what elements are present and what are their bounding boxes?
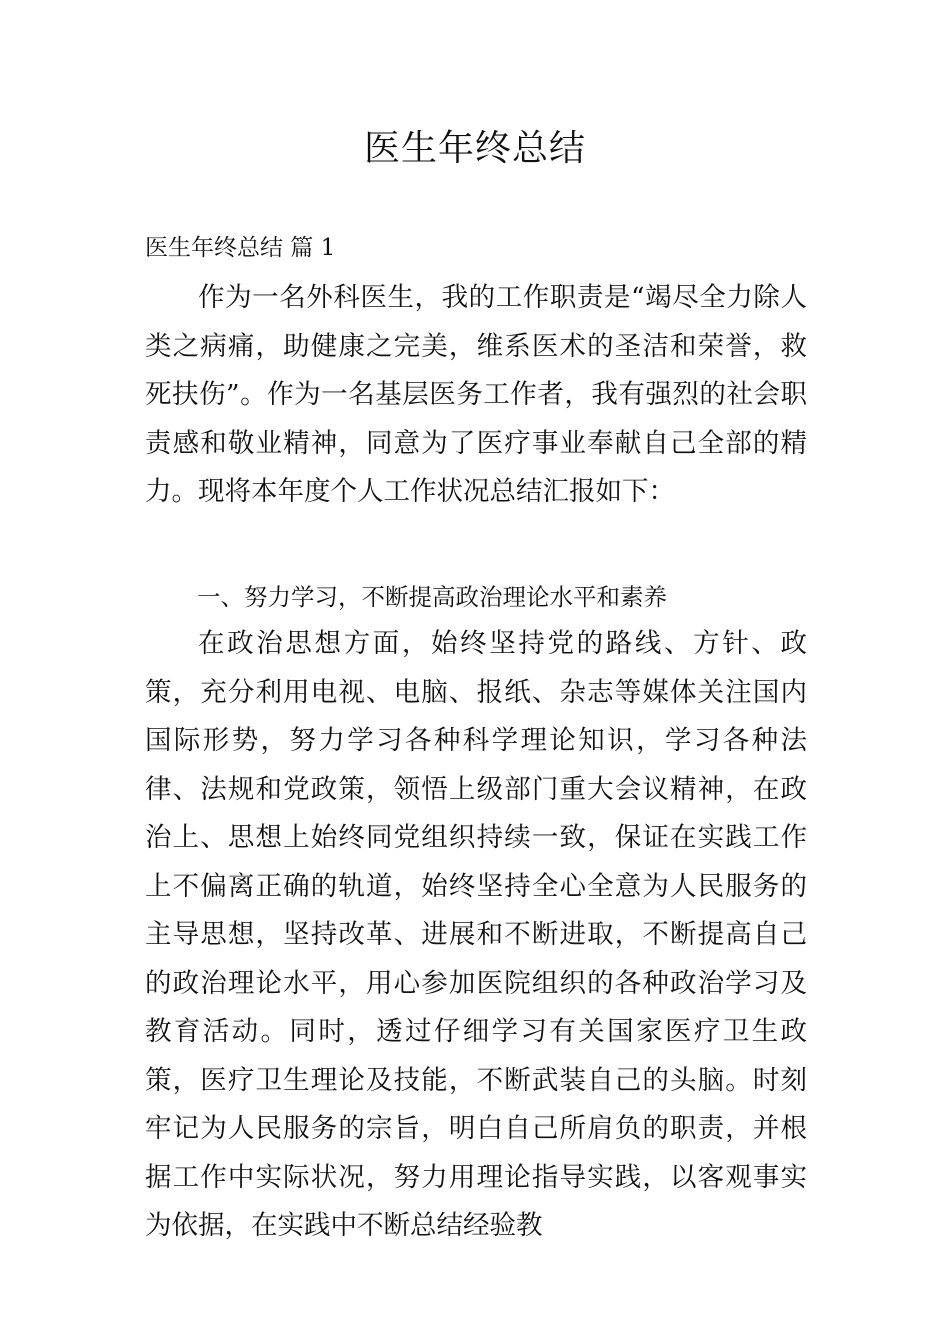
document-title: 医生年终总结 [363, 128, 586, 169]
document-subtitle: 医生年终总结 篇 1 [145, 235, 336, 261]
paragraph-intro: 作为一名外科医生，我的工作职责是“竭尽全力除人类之病痛，助健康之完美，维系医术的圣洁和荣誉，救死扶伤”。作为一名基层医务工作者，我有强烈的社会职责感和敬业精神，同意为了医疗事业奉献自己全部的精力。现将本年度个人工作状况总结汇报如下： [145, 282, 807, 507]
paragraph-section-1: 在政治思想方面，始终坚持党的路线、方针、政策，充分利用电视、电脑、报纸、杂志等媒体关注国内国际形势，努力学习各种科学理论知识，学习各种法律、法规和党政策，领悟上级部门重大会议精神，在政治上、思想上始终同党组织持续一致，保证在实践工作上不偏离正确的轨道，始终坚持全心全意为人民服务的主导思想，坚持改革、进展和不断进取，不断提高自己的政治理论水平，用心参加医院组织的各种政治学习及教育活动。同时，透过仔细学习有关国家医疗卫生政策，医疗卫生理论及技能，不断武装自己的头脑。时刻牢记为人民服务的宗旨，明白自己所肩负的职责，并根据工作中实际状况，努力用理论指导实践，以客观事实为依据，在实践中不断总结经验教 [145, 628, 807, 1241]
section-heading-1: 一、努力学习，不断提高政治理论水平和素养 [197, 583, 667, 611]
